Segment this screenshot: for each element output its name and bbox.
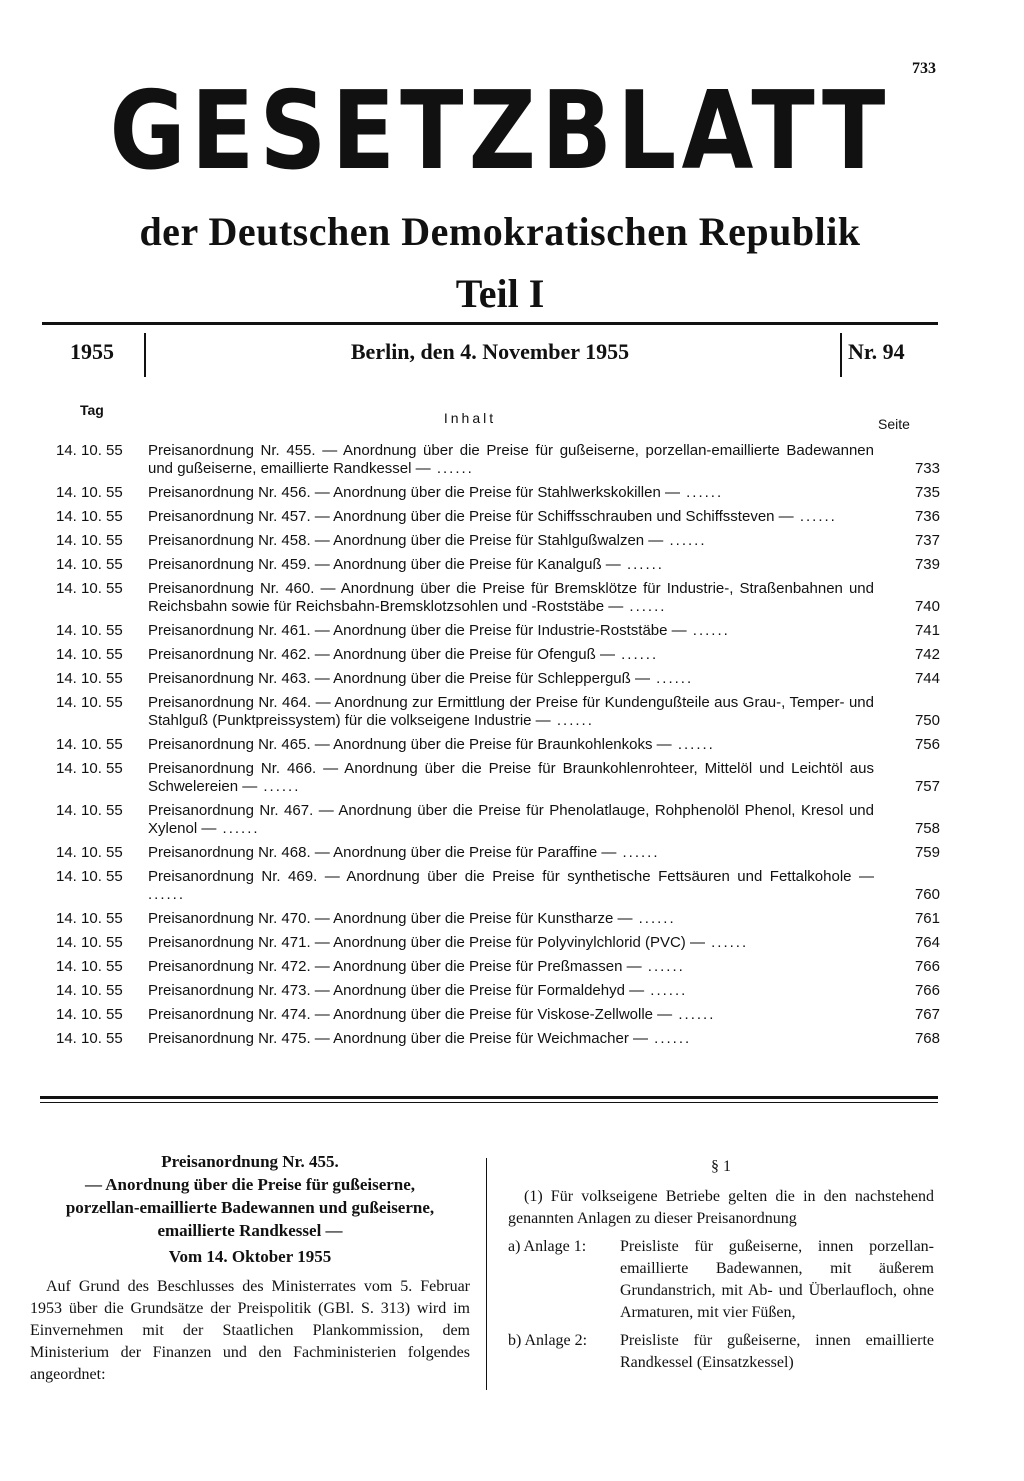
toc-title-text: Preisanordnung Nr. 472. — Anordnung über die Preise für Preßmassen — xyxy=(148,958,642,975)
leader-dots: ...... xyxy=(430,460,474,477)
leader-dots: ...... xyxy=(686,622,730,639)
toc-header xyxy=(40,402,940,432)
masthead-part: Teil I xyxy=(455,271,545,316)
issue-place-date: Berlin, den 4. November 1955 xyxy=(350,339,630,364)
toc-title-text: Preisanordnung Nr. 471. — Anordnung über die Preise für Polyvinylchlorid (PVC) — xyxy=(148,934,705,951)
toc-date: 14. 10. 55 xyxy=(56,1030,123,1047)
leader-dots: ...... xyxy=(649,670,694,687)
annex-text: Preisliste für gußeiserne, innen emaillierte Randkessel (Einsatzkessel) xyxy=(620,1332,934,1371)
toc-date: 14. 10. 55 xyxy=(56,580,123,597)
toc-page: 767 xyxy=(914,1006,940,1023)
leader-dots: ...... xyxy=(671,736,715,753)
decree-column xyxy=(30,1150,470,1386)
section-column xyxy=(508,1156,934,1374)
toc-page: 742 xyxy=(914,646,940,663)
toc-date: 14. 10. 55 xyxy=(56,868,123,885)
toc-title-text: Preisanordnung Nr. 455. — Anordnung über die Preise für gußeiserne, porzellan-emaillierte Badewannen und gußeiserne, emaillierte Randkessel — xyxy=(148,442,874,477)
toc-title xyxy=(148,1006,890,1024)
toc-date: 14. 10. 55 xyxy=(56,958,123,975)
toc-date: 14. 10. 55 xyxy=(56,736,123,753)
toc-title-text: Preisanordnung Nr. 458. — Anordnung über die Preise für Stahlgußwalzen — xyxy=(148,532,664,549)
toc-title xyxy=(148,910,890,928)
toc-column-page: Seite xyxy=(878,416,910,432)
toc-date: 14. 10. 55 xyxy=(56,556,123,573)
toc-date: 14. 10. 55 xyxy=(56,508,123,525)
toc-title-text: Preisanordnung Nr. 466. — Anordnung über die Preise für Braunkohlenrohteer, Mittelöl und Leichtöl aus Schwelereien — xyxy=(148,760,874,795)
toc-page: 766 xyxy=(914,958,940,975)
leader-dots: ...... xyxy=(620,556,664,573)
section-rule xyxy=(40,1096,938,1103)
decree-heading xyxy=(30,1150,470,1242)
toc-column-day: Tag xyxy=(80,402,104,418)
list-item xyxy=(40,1006,940,1024)
annex-text: Preisliste für gußeiserne, innen porzellan-emaillierte Badewannen, mit äußerem Grundanstrich, mit Ab- und Überlaufloch, ohne Armaturen, mit vier Füßen, xyxy=(620,1238,934,1321)
table-of-contents xyxy=(40,442,940,1054)
toc-title xyxy=(148,556,890,574)
list-item xyxy=(40,508,940,526)
list-item xyxy=(40,442,940,478)
toc-title-text: Preisanordnung Nr. 470. — Anordnung über die Preise für Kunstharze — xyxy=(148,910,633,927)
toc-page: 750 xyxy=(914,712,940,729)
toc-page: 760 xyxy=(914,886,940,903)
list-item xyxy=(40,736,940,754)
leader-dots: ...... xyxy=(672,1006,716,1023)
list-item xyxy=(40,646,940,664)
list-item xyxy=(40,670,940,688)
toc-title-text: Preisanordnung Nr. 462. — Anordnung über die Preise für Ofenguß — xyxy=(148,646,615,663)
toc-title xyxy=(148,646,890,664)
toc-title-text: Preisanordnung Nr. 456. — Anordnung über die Preise für Stahlwerkskokillen — xyxy=(148,484,680,501)
toc-title xyxy=(148,508,890,526)
list-item xyxy=(40,556,940,574)
list-item xyxy=(40,484,940,502)
toc-title xyxy=(148,736,890,754)
list-item xyxy=(40,532,940,550)
decree-heading-line: porzellan-emaillierte Badewannen und gußeiserne, xyxy=(65,1198,435,1217)
annex-label: b) Anlage 2: xyxy=(508,1332,588,1349)
toc-title xyxy=(148,622,890,640)
page-number: 733 xyxy=(912,60,936,77)
toc-date: 14. 10. 55 xyxy=(56,484,123,501)
toc-page: 744 xyxy=(914,670,940,687)
toc-title xyxy=(148,982,890,1000)
toc-page: 739 xyxy=(914,556,940,573)
decree-date: Vom 14. Oktober 1955 xyxy=(168,1247,332,1266)
toc-page: 741 xyxy=(914,622,940,639)
toc-title-text: Preisanordnung Nr. 467. — Anordnung über die Preise für Phenolatlauge, Rohphenolöl Phenol, Kresol und Xylenol — xyxy=(148,802,874,837)
leader-dots: ...... xyxy=(216,820,260,837)
toc-date: 14. 10. 55 xyxy=(56,802,123,819)
list-item xyxy=(40,934,940,952)
issue-year: 1955 xyxy=(70,339,114,364)
section-intro: (1) Für volkseigene Betriebe gelten die in den nachstehend genannten Anlagen zu dieser Preisanordnung xyxy=(508,1188,934,1227)
toc-date: 14. 10. 55 xyxy=(56,760,123,777)
toc-date: 14. 10. 55 xyxy=(56,622,123,639)
toc-page: 768 xyxy=(914,1030,940,1047)
toc-date: 14. 10. 55 xyxy=(56,532,123,549)
leader-dots: ...... xyxy=(614,646,659,663)
leader-dots: ...... xyxy=(793,508,837,525)
leader-dots: ...... xyxy=(704,934,749,951)
toc-title-text: Preisanordnung Nr. 473. — Anordnung über die Preise für Formaldehyd — xyxy=(148,982,645,999)
toc-date: 14. 10. 55 xyxy=(56,694,123,711)
issue-number: Nr. 94 xyxy=(848,339,905,364)
list-item xyxy=(40,580,940,616)
toc-date: 14. 10. 55 xyxy=(56,910,123,927)
list-item xyxy=(40,844,940,862)
masthead-subtitle: der Deutschen Demokratischen Republik xyxy=(139,209,861,254)
toc-page: 735 xyxy=(914,484,940,501)
toc-title-text: Preisanordnung Nr. 460. — Anordnung über die Preise für Bremsklötze für Industrie-, Straßenbahnen und Reichsbahn sowie für Reichsbahn-Bremsklotzsohlen und -Roststäbe — xyxy=(148,580,874,615)
toc-title-text: Preisanordnung Nr. 457. — Anordnung über die Preise für Schiffsschrauben und Schiffssteven — xyxy=(148,508,794,525)
decree-heading-line: Preisanordnung Nr. 455. xyxy=(161,1152,339,1171)
toc-date: 14. 10. 55 xyxy=(56,646,123,663)
list-item xyxy=(40,982,940,1000)
leader-dots: ...... xyxy=(663,532,707,549)
toc-page: 740 xyxy=(914,598,940,615)
toc-title-text: Preisanordnung Nr. 461. — Anordnung über die Preise für Industrie-Roststäbe — xyxy=(148,622,687,639)
toc-date: 14. 10. 55 xyxy=(56,670,123,687)
decree-heading-line: — Anordnung über die Preise für gußeiserne, xyxy=(84,1175,416,1194)
leader-dots: ...... xyxy=(550,712,594,729)
toc-title-text: Preisanordnung Nr. 469. — Anordnung über die Preise für synthetische Fettsäuren und Fettalkohole — xyxy=(148,868,874,885)
toc-page: 756 xyxy=(914,736,940,753)
toc-column-contents: Inhalt xyxy=(443,410,497,426)
toc-page: 761 xyxy=(914,910,940,927)
toc-page: 766 xyxy=(914,982,940,999)
leader-dots: ...... xyxy=(616,844,660,861)
toc-title-text: Preisanordnung Nr. 475. — Anordnung über die Preise für Weichmacher — xyxy=(148,1030,648,1047)
toc-title xyxy=(148,532,890,550)
toc-page: 764 xyxy=(914,934,940,951)
toc-title-text: Preisanordnung Nr. 459. — Anordnung über die Preise für Kanalguß — xyxy=(148,556,621,573)
list-item xyxy=(40,910,940,928)
toc-title xyxy=(148,1030,890,1048)
toc-page: 759 xyxy=(914,844,940,861)
toc-title xyxy=(148,802,890,838)
list-item xyxy=(40,760,940,796)
annex-item xyxy=(508,1330,934,1374)
decree-heading-line: emaillierte Randkessel — xyxy=(157,1221,343,1240)
leader-dots: ...... xyxy=(632,910,676,927)
leader-dots: ...... xyxy=(679,484,724,501)
toc-date: 14. 10. 55 xyxy=(56,982,123,999)
toc-title xyxy=(148,442,890,478)
toc-date: 14. 10. 55 xyxy=(56,934,123,951)
list-item xyxy=(40,1030,940,1048)
leader-dots: ...... xyxy=(648,1030,692,1047)
toc-title xyxy=(148,694,890,730)
toc-title xyxy=(148,670,890,688)
leader-dots: ...... xyxy=(644,982,688,999)
toc-page: 733 xyxy=(914,460,940,477)
toc-title-text: Preisanordnung Nr. 465. — Anordnung über die Preise für Braunkohlenkoks — xyxy=(148,736,672,753)
toc-date: 14. 10. 55 xyxy=(56,442,123,459)
list-item xyxy=(40,622,940,640)
toc-title xyxy=(148,580,890,616)
toc-title-text: Preisanordnung Nr. 474. — Anordnung über die Preise für Viskose-Zellwolle — xyxy=(148,1006,673,1023)
toc-page: 757 xyxy=(914,778,940,795)
toc-date: 14. 10. 55 xyxy=(56,1006,123,1023)
toc-title xyxy=(148,760,890,796)
toc-title-text: Preisanordnung Nr. 468. — Anordnung über die Preise für Paraffine — xyxy=(148,844,617,861)
toc-date: 14. 10. 55 xyxy=(56,844,123,861)
leader-dots: ...... xyxy=(623,598,667,615)
annex-item xyxy=(508,1236,934,1324)
toc-title-text: Preisanordnung Nr. 464. — Anordnung zur Ermittlung der Preise für Kundengußteile aus Grau-, Temper- und Stahlguß (Punktpreissystem) für die volkseigene Industrie — xyxy=(148,694,874,729)
leader-dots: ...... xyxy=(257,778,301,795)
toc-title xyxy=(148,868,890,904)
list-item xyxy=(40,958,940,976)
leader-dots: ...... xyxy=(148,886,186,903)
list-item xyxy=(40,868,940,904)
issue-divider xyxy=(840,333,842,377)
toc-title xyxy=(148,934,890,952)
toc-title xyxy=(148,958,890,976)
annex-label: a) Anlage 1: xyxy=(508,1238,587,1255)
toc-title-text: Preisanordnung Nr. 463. — Anordnung über die Preise für Schlepperguß — xyxy=(148,670,650,687)
list-item xyxy=(40,802,940,838)
issue-bar xyxy=(42,322,938,373)
column-divider xyxy=(486,1158,487,1390)
decree-preamble: Auf Grund des Beschlusses des Ministerrates vom 5. Februar 1953 über die Grundsätze der Preispolitik (GBl. S. 313) wird im Einvernehmen mit der Staatlichen Plankommission, dem Ministerium der Finanzen und den Fachministerien folgendes angeordnet: xyxy=(30,1278,470,1383)
list-item xyxy=(40,694,940,730)
toc-title xyxy=(148,484,890,502)
toc-page: 736 xyxy=(914,508,940,525)
leader-dots: ...... xyxy=(641,958,685,975)
toc-page: 758 xyxy=(914,820,940,837)
masthead-title: GESETZBLATT xyxy=(109,69,891,194)
toc-page: 737 xyxy=(914,532,940,549)
section-title: § 1 xyxy=(711,1158,731,1175)
toc-title xyxy=(148,844,890,862)
masthead xyxy=(40,69,960,316)
